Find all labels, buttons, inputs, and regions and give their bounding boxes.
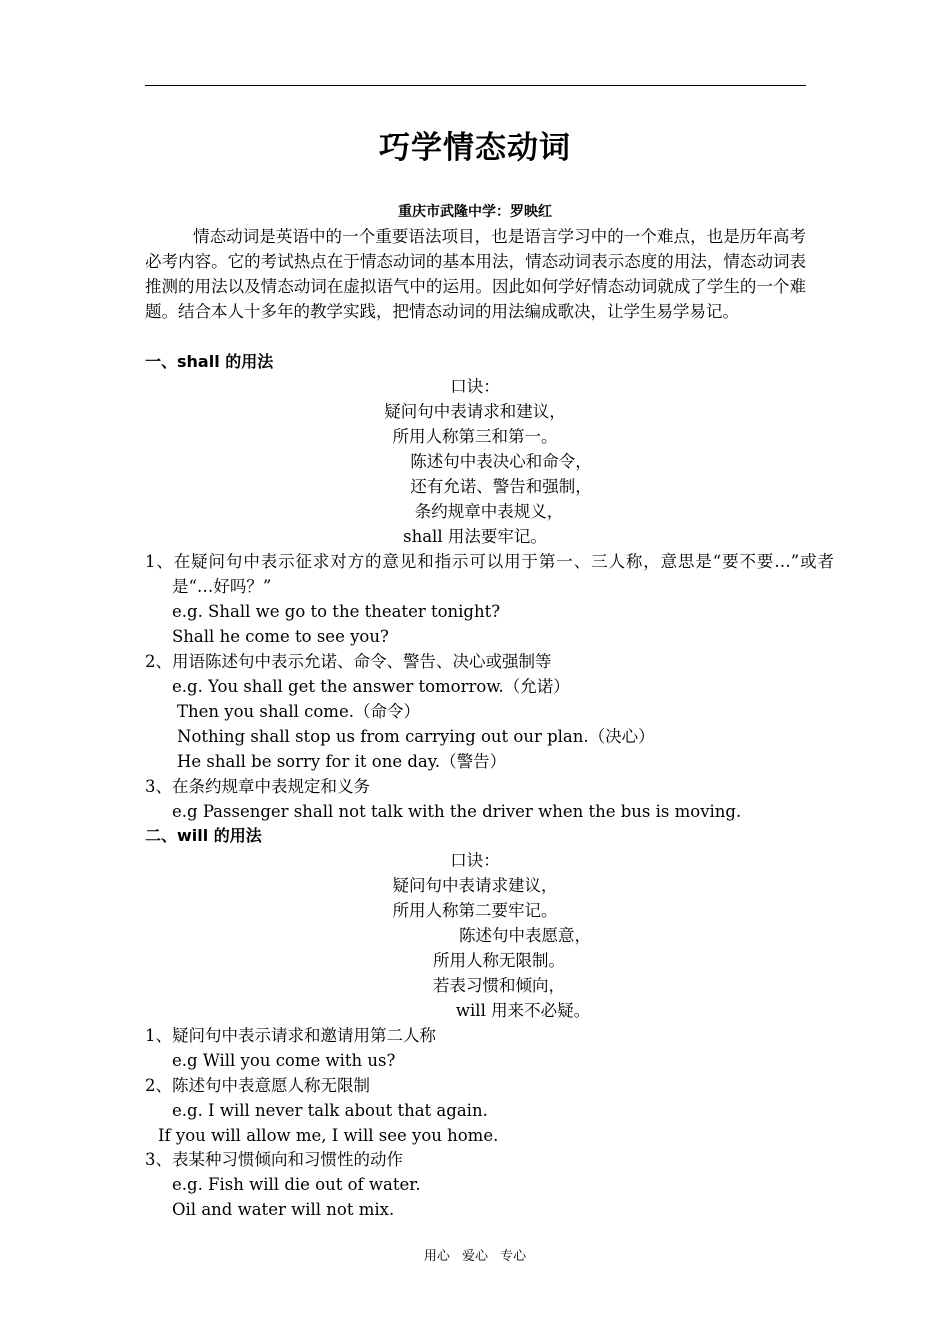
rhyme-label: 口诀：	[450, 851, 500, 870]
example-sentence: He shall be sorry for it one day.（警告）	[177, 752, 507, 771]
example-sentence: Oil and water will not mix.	[172, 1200, 395, 1219]
example-sentence: Shall he come to see you?	[172, 627, 389, 646]
rhyme-line: 疑问句中表请求建议，	[392, 876, 558, 895]
usage-point: 2、用语陈述句中表示允诺、命令、警告、决心或强制等	[145, 652, 552, 671]
usage-point: 2、陈述句中表意愿人称无限制	[145, 1076, 370, 1095]
rhyme-line: 若表习惯和倾向，	[433, 976, 565, 995]
example-sentence: Nothing shall stop us from carrying out our plan.（决心）	[177, 727, 655, 746]
usage-point: 1、疑问句中表示请求和邀请用第二人称	[145, 1026, 436, 1045]
example-sentence: Then you shall come.（命令）	[177, 702, 420, 721]
rhyme-line: 所用人称第二要牢记。	[392, 901, 558, 920]
rhyme-line: 条约规章中表规义，	[414, 502, 564, 521]
rhyme-line: 还有允诺、警告和强制，	[410, 477, 592, 496]
rhyme-line: will 用来不必疑。	[455, 1001, 591, 1020]
usage-point: 1、在疑问句中表示征求对方的意见和指示可以用于第一、三人称，意思是“要不要…”或者是“…好吗？”	[145, 552, 834, 596]
rhyme-line: 所用人称第三和第一。	[392, 427, 558, 446]
rhyme-line: shall 用法要牢记。	[403, 527, 547, 546]
page-footer: 用心 爱心 专心	[423, 1249, 527, 1264]
example-sentence: e.g Will you come with us?	[172, 1051, 396, 1070]
rhyme-line: 陈述句中表决心和命令，	[410, 452, 592, 471]
example-sentence: e.g. You shall get the answer tomorrow.（允诺）	[172, 677, 570, 696]
example-sentence: e.g. I will never talk about that again.	[172, 1101, 488, 1120]
example-sentence: e.g Passenger shall not talk with the driver when the bus is moving.	[172, 802, 742, 821]
rhyme-line: 陈述句中表愿意，	[459, 926, 591, 945]
usage-point: 3、表某种习惯倾向和习惯性的动作	[145, 1150, 403, 1169]
example-sentence: e.g. Shall we go to the theater tonight?	[172, 602, 501, 621]
example-sentence: e.g. Fish will die out of water.	[172, 1175, 421, 1194]
section-heading-will: 二、will 的用法	[145, 826, 262, 845]
example-sentence: If you will allow me, I will see you home.	[158, 1126, 499, 1145]
usage-point: 3、在条约规章中表规定和义务	[145, 777, 370, 796]
rhyme-line: 疑问句中表请求和建议，	[384, 402, 566, 421]
rhyme-label: 口诀：	[450, 377, 500, 396]
author-line: 重庆市武隆中学：罗映红	[398, 204, 552, 220]
header-rule	[145, 85, 806, 86]
rhyme-line: 所用人称无限制。	[433, 951, 565, 970]
page-title: 巧学情态动词	[379, 130, 571, 166]
intro-paragraph: 情态动词是英语中的一个重要语法项目，也是语言学习中的一个难点，也是历年高考必考内容。它的考试热点在于情态动词的基本用法，情态动词表示态度的用法，情态动词表推测的用法以及情态动词在虚拟语气中的运用。因此如何学好情态动词就成了学生的一个难题。结合本人十多年的教学实践，把情态动词的用法编成歌决，让学生易学易记。	[145, 227, 806, 321]
section-heading-shall: 一、shall 的用法	[145, 352, 274, 371]
